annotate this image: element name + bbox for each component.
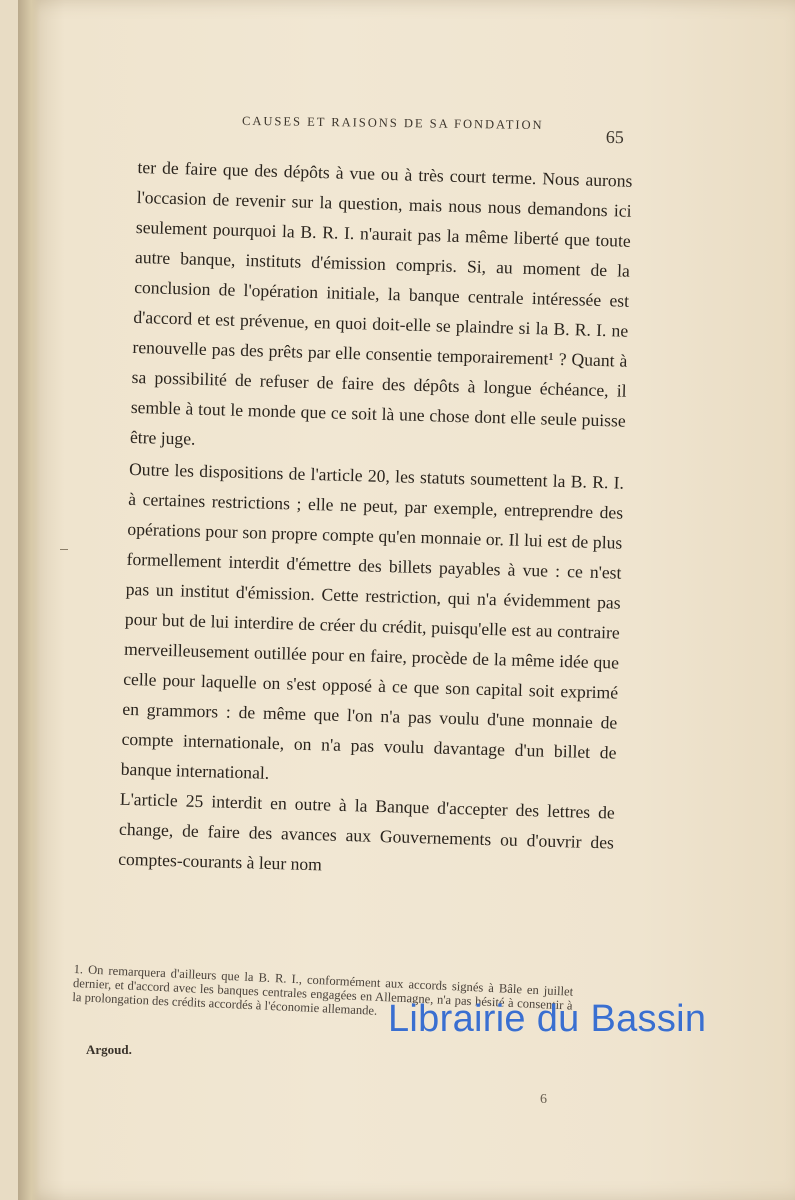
page-number: 65: [605, 126, 625, 148]
paragraph-1: ter de faire que des dépôts à vue ou à très court terme. Nous aurons l'occasion de revenir sur la question, mais nous nous demandons ici seulement pourquoi la B. R. I. n'aurait pas la même liberté que toute autre banque, instituts d'émission compris. Si, au moment de la conclusion de l'opération initiale, la banque centrale intéressée est d'accord et est prévenue, en quoi doit-elle se plaindre si la B. R. I. ne renouvelle pas des prêts par elle consentie temporairement¹ ? Quant à sa possibilité de refuser de faire des dépôts à longue échéance, il semble à tout le monde que ce soit là une chose dont elle seule puisse être juge.: [129, 156, 633, 449]
running-head: CAUSES ET RAISONS DE SA FONDATION: [241, 113, 544, 133]
margin-mark: [60, 549, 68, 550]
paragraph-3: L'article 25 interdit en outre à la Banque d'accepter des lettres de change, de faire des avances aux Gouvernements ou d'ouvrir des comptes-courants à leur nom: [117, 788, 616, 875]
page-gutter: [18, 0, 40, 1200]
footnote-number: 1.: [73, 962, 84, 977]
printer-signature-mark: 6: [540, 1092, 547, 1107]
watermark-text: Librairie du Bassin: [388, 998, 707, 1040]
paragraph-2: Outre les dispositions de l'article 20, les statuts soumettent la B. R. I. à certaines restrictions ; elle ne peut, par exemple, entreprendre des opérations pour son propre compte qu'en monnaie or. Il lui est de plus formellement interdit d'émettre des billets payables à vue : ce n'est pas un institut d'émission. Cette restriction, qui n'a évidemment pas pour but de lui interdire de créer du crédit, puisqu'elle est au contraire merveilleusement outillée pour en faire, procède de la même idée que celle pour laquelle on s'est opposé à ce que son capital soit exprimé en grammors : de même que l'on n'a pas voulu d'une monnaie de compte internationale, on n'a pas voulu davantage d'un billet de banque international.: [120, 458, 625, 783]
footnote-text: On remarquera d'ailleurs que la B. R. I., conformément aux accords signés à Bâle en juillet dernier, et d'accord avec les banques centrales engagées en Allemagne, n'a pas hésité à consentir à la prolongation des crédits accordés à l'économie allemande.: [72, 962, 574, 1018]
body-text: [118, 152, 633, 888]
author-signature: Argoud.: [86, 1042, 132, 1057]
